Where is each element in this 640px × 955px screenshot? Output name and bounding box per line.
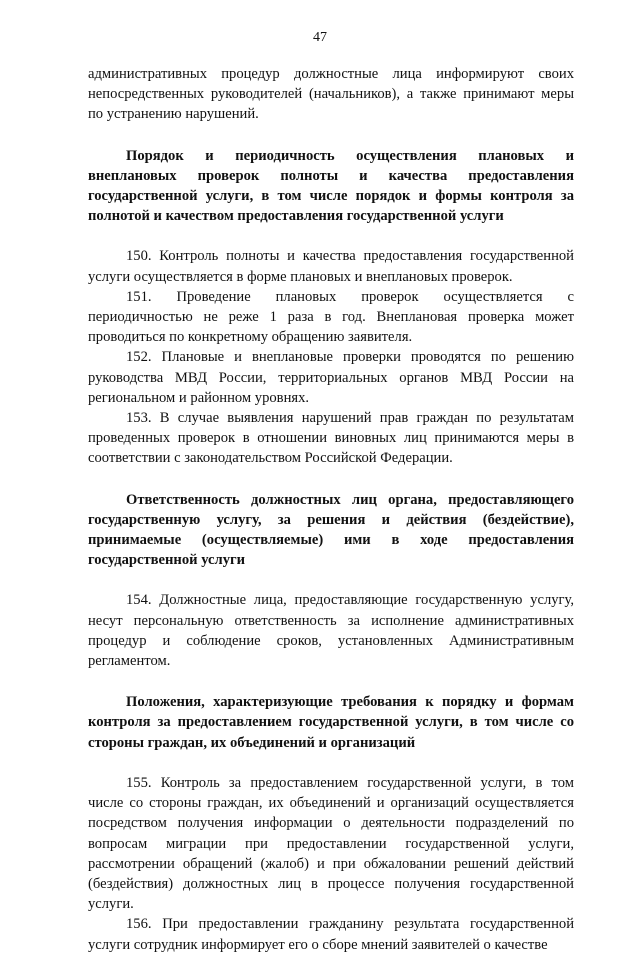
section-heading-responsibility: Ответственность должностных лиц органа, предоставляющего государственную услугу, за решения и действия (бездействие), принимаемые (осуществляемые) ими в ходе предоставления государственной услуги <box>88 491 574 569</box>
document-body <box>88 64 574 955</box>
paragraph-156: 156. При предоставлении гражданину результата государственной услуги сотрудник информирует его о сборе мнений заявителей о качестве <box>88 916 574 953</box>
paragraph-151: 151. Проведение плановых проверок осуществляется с периодичностью не реже 1 раза в год. Внеплановая проверка может проводиться по конкретному обращению заявителя. <box>88 288 574 346</box>
section-heading-control-requirements: Положения, характеризующие требования к порядку и формам контроля за предоставлением государственной услуги, в том числе со стороны граждан, их объединений и организаций <box>88 694 574 751</box>
paragraph-155: 155. Контроль за предоставлением государственной услуги, в том числе со стороны граждан, их объединений и организаций осуществляется посредством получения информации о деятельности подразделений по вопросам миграции при предоставлении государственной услуги, рассмотрении обращений (жалоб) и при обжаловании решений действий (бездействия) должностных лиц в процессе получения государственной услуги. <box>88 774 574 913</box>
paragraph-152: 152. Плановые и внеплановые проверки проводятся по решению руководства МВД России, территориальных органов МВД России на региональном и районном уровнях. <box>88 349 574 406</box>
paragraph-154: 154. Должностные лица, предоставляющие государственную услугу, несут персональную ответственность за исполнение административных процедур и соблюдение сроков, установленных Административным регламентом. <box>88 592 574 670</box>
paragraph-153: 153. В случае выявления нарушений прав граждан по результатам проведенных проверок в отношении виновных лиц принимаются меры в соответствии с законодательством Российской Федерации. <box>88 410 574 467</box>
paragraph-150: 150. Контроль полноты и качества предоставления государственной услуги осуществляется в форме плановых и внеплановых проверок. <box>88 248 574 285</box>
page-number: 47 <box>313 30 327 45</box>
paragraph-continuation: административных процедур должностные лица информируют своих непосредственных руководителей (начальников), а также принимают меры по устранению нарушений. <box>88 66 574 123</box>
section-heading-inspections: Порядок и периодичность осуществления плановых и внеплановых проверок полноты и качества предоставления государственной услуги, в том числе порядок и формы контроля за полнотой и качеством предоставления государственной услуги <box>88 147 574 225</box>
